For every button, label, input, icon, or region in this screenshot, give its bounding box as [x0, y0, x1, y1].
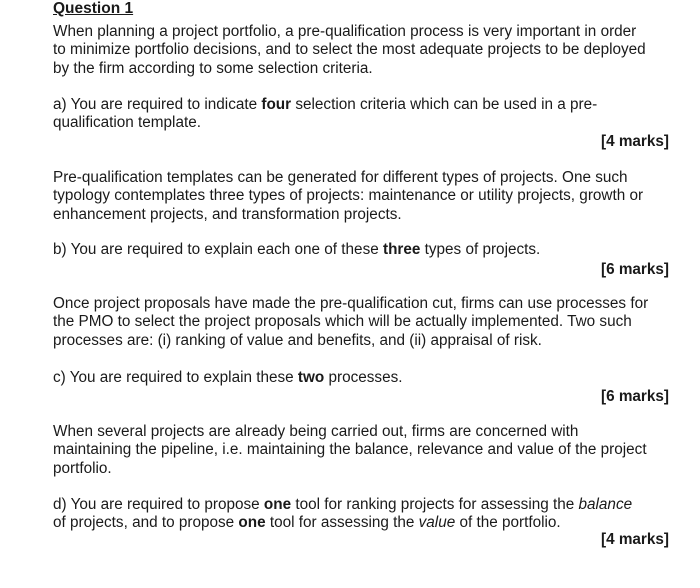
intro-paragraph: [53, 23, 678, 78]
part-d-emphasis: one: [263, 496, 292, 513]
templates-line: typology contemplates three types of projects: maintenance or utility projects, growth or: [53, 187, 644, 205]
part-d-line: [53, 496, 678, 514]
part-a-line: [53, 96, 678, 114]
part-a-text: a) You are required to indicate: [53, 96, 262, 113]
part-d-line: [53, 514, 678, 532]
pipeline-line: portfolio.: [53, 459, 112, 477]
part-b-emphasis: three: [382, 241, 421, 258]
part-d-question: [53, 496, 678, 533]
part-b-marks: [6 marks]: [600, 261, 669, 278]
part-d-text: tool for ranking projects for assessing the: [291, 496, 579, 513]
templates-line: enhancement projects, and transformation projects.: [53, 205, 402, 223]
part-a-line: qualification template.: [53, 114, 201, 132]
part-d-text: d) You are required to propose: [53, 496, 264, 513]
part-d-italic: balance: [578, 496, 633, 513]
part-a-marks: [4 marks]: [600, 133, 669, 150]
question-title: Question 1: [53, 0, 134, 17]
part-c-text: processes.: [324, 369, 403, 386]
part-c-line: [53, 369, 678, 387]
part-b-question: [53, 241, 678, 259]
part-b-text: b) You are required to explain each one of these: [53, 241, 383, 258]
proposals-line: processes are: (i) ranking of value and benefits, and (ii) appraisal of risk.: [53, 331, 542, 349]
part-b-text: types of projects.: [420, 241, 541, 258]
proposals-line: Once project proposals have made the pre-qualification cut, firms can use processes for: [53, 295, 649, 312]
pipeline-line: maintaining the pipeline, i.e. maintaining the balance, relevance and value of the project: [53, 441, 647, 459]
part-a-question: [53, 96, 678, 133]
pipeline-line: When several projects are already being carried out, firms are concerned with: [53, 423, 579, 440]
part-c-marks: [6 marks]: [600, 388, 669, 405]
part-a-emphasis: four: [261, 96, 292, 113]
templates-paragraph: [53, 169, 678, 224]
part-d-text: tool for assessing the: [265, 514, 419, 532]
proposals-paragraph: [53, 295, 678, 350]
templates-line: Pre-qualification templates can be generated for different types of projects. One such: [53, 169, 628, 186]
intro-line: by the firm according to some selection criteria.: [53, 59, 373, 77]
part-d-marks: [4 marks]: [600, 531, 669, 548]
part-c-text: c) You are required to explain these: [53, 369, 298, 386]
part-b-line: [53, 241, 678, 259]
part-d-emphasis: one: [238, 514, 266, 532]
part-d-text: of projects, and to propose: [53, 514, 239, 532]
intro-line: to minimize portfolio decisions, and to select the most adequate projects to be deployed: [53, 41, 646, 59]
part-c-question: [53, 369, 678, 387]
intro-line: When planning a project portfolio, a pre-qualification process is very important in order: [53, 23, 637, 40]
part-d-italic: value: [418, 514, 456, 532]
proposals-line: the PMO to select the project proposals which will be actually implemented. Two such: [53, 313, 632, 331]
pipeline-paragraph: [53, 423, 678, 478]
part-a-text: selection criteria which can be used in a pre-: [291, 96, 598, 113]
part-d-text: of the portfolio.: [455, 514, 561, 532]
part-c-emphasis: two: [297, 369, 325, 386]
